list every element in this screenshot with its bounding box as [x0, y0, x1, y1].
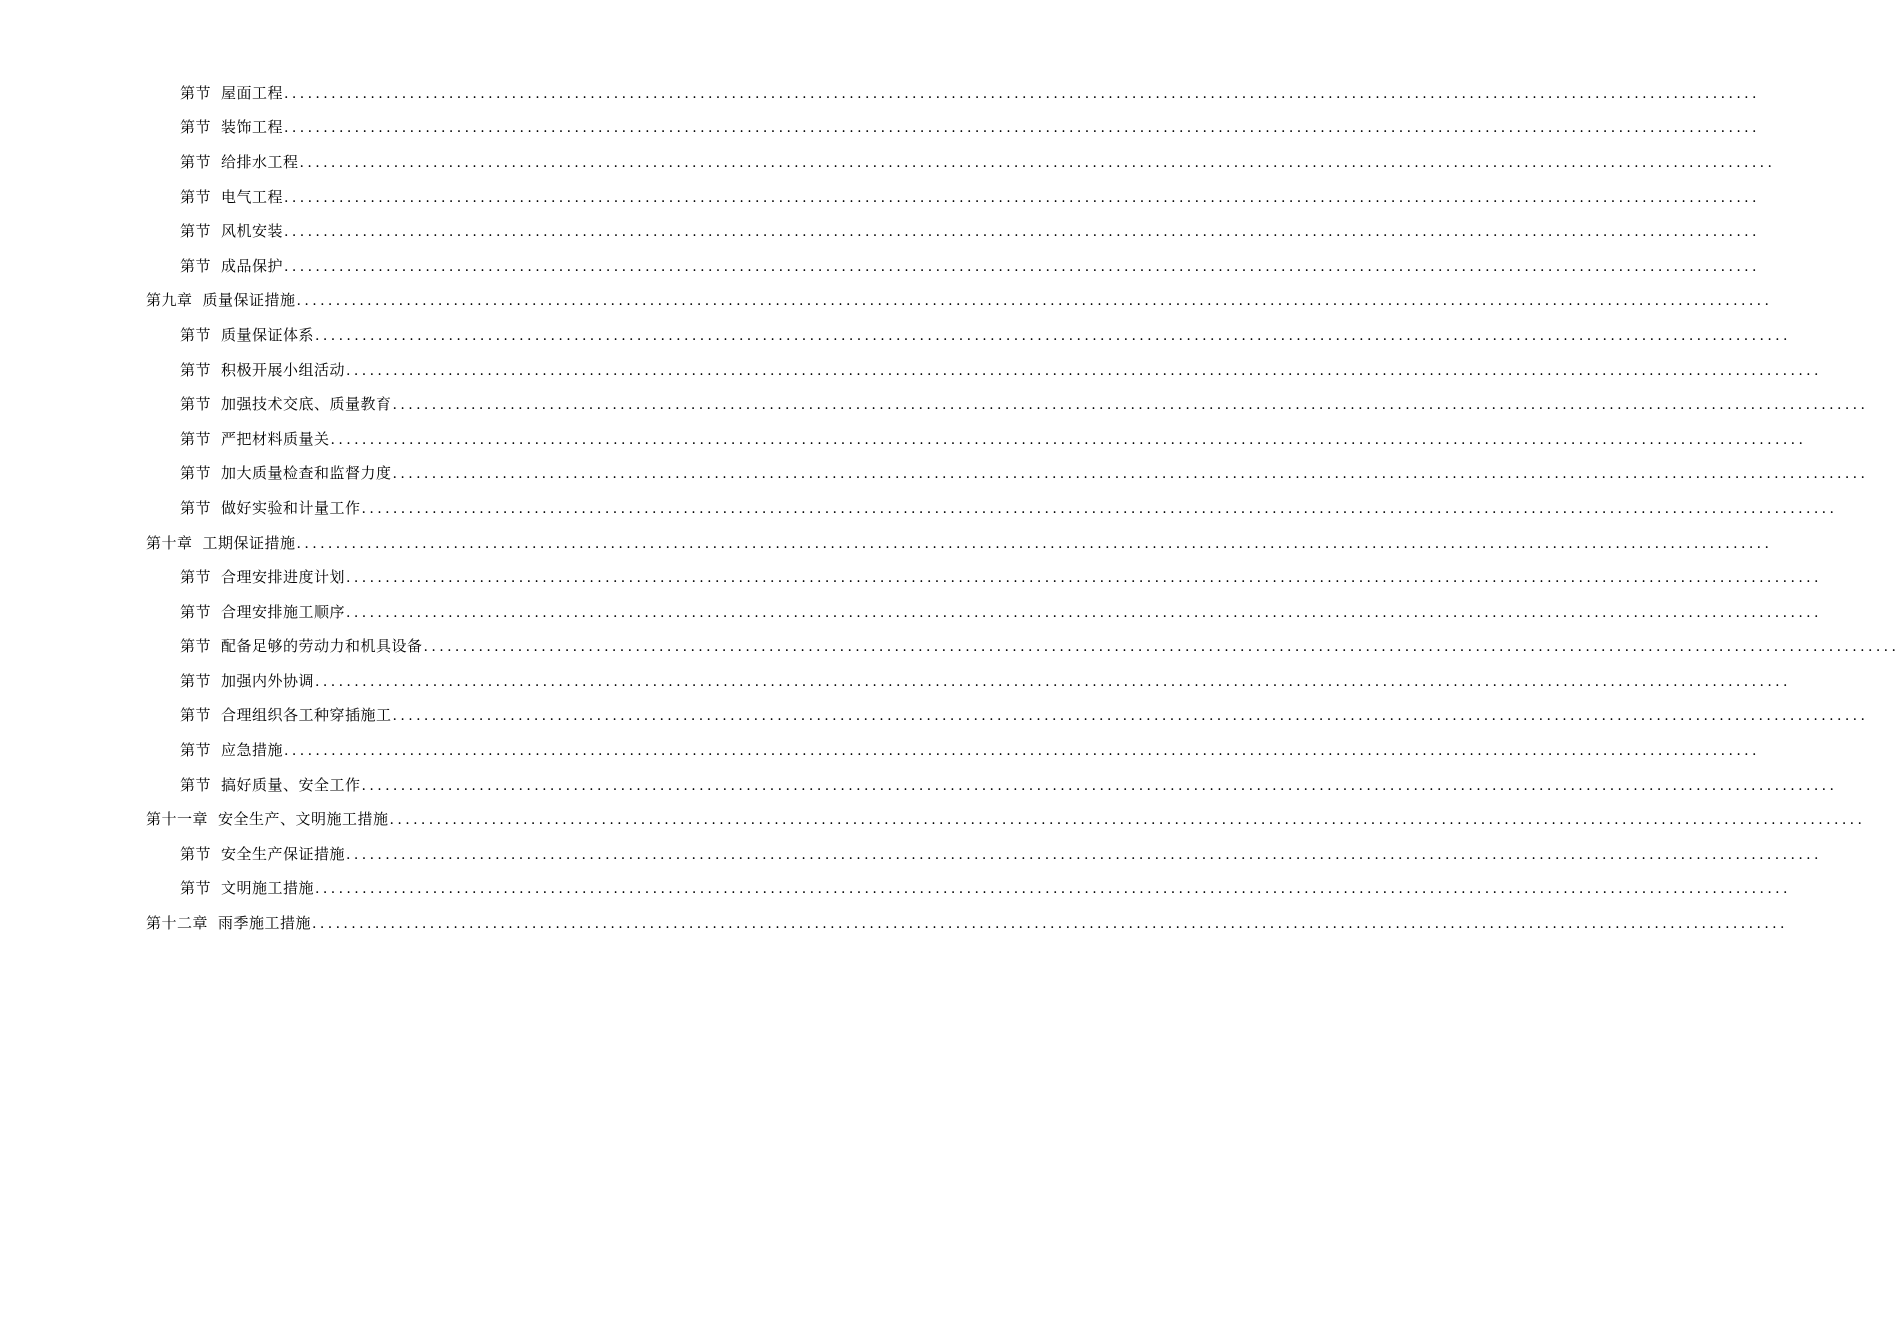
toc-section-entry[interactable] [0, 491, 1838, 526]
toc-dot-leader: ............................................................................................................................................................................................ [346, 604, 1822, 621]
toc-chapter-entry[interactable] [0, 526, 1773, 561]
toc-dot-leader: ............................................................................................................................................................................................ [315, 327, 1791, 344]
toc-entry-line [180, 463, 1869, 484]
toc-section-entry[interactable] [0, 145, 1776, 180]
toc-entry-number: 第节 [180, 395, 212, 414]
toc-entry-line [180, 187, 1760, 208]
toc-entry-number: 第节 [180, 464, 212, 483]
toc-entry-number: 第节 [180, 429, 212, 448]
toc-dot-leader: ............................................................................................................................................................................................ [284, 120, 1760, 137]
toc-entry-line [180, 256, 1760, 277]
toc-dot-leader: ............................................................................................................................................................................................ [284, 224, 1760, 241]
toc-entry-line [180, 705, 1869, 726]
toc-section-entry[interactable] [0, 733, 1760, 768]
toc-section-entry[interactable] [0, 353, 1822, 388]
toc-entry-title: 安全生产保证措施 [221, 844, 346, 863]
toc-entry-number: 第节 [180, 498, 212, 517]
toc-entry-number: 第节 [180, 879, 212, 898]
toc-entry-line [146, 533, 1773, 554]
toc-entry-number: 第节 [180, 671, 212, 690]
toc-chapter-entry[interactable] [0, 284, 1773, 319]
toc-section-entry[interactable] [0, 76, 1760, 111]
toc-dot-leader: ............................................................................................................................................................................................ [296, 535, 1773, 552]
toc-dot-leader: ............................................................................................................................................................................................ [284, 258, 1760, 275]
toc-chapter-entry[interactable] [0, 802, 1866, 837]
toc-entry-line [180, 878, 1791, 899]
toc-entry-line [146, 809, 1866, 830]
toc-dot-leader: ............................................................................................................................................................................................ [315, 673, 1791, 690]
toc-section-entry[interactable] [0, 457, 1869, 492]
toc-dot-leader: ............................................................................................................................................................................................ [392, 708, 1869, 725]
toc-dot-leader: ............................................................................................................................................................................................ [392, 397, 1869, 414]
toc-entry-line [180, 221, 1760, 242]
toc-entry-title: 应急措施 [221, 741, 284, 760]
toc-entry-title: 屋面工程 [221, 83, 284, 102]
toc-entry-line [180, 429, 1807, 450]
toc-entry-line [180, 844, 1822, 865]
toc-entry-line [180, 567, 1822, 588]
toc-dot-leader: ............................................................................................................................................................................................ [346, 362, 1822, 379]
toc-entry-title: 安全生产、文明施工措施 [218, 810, 389, 829]
toc-entry-number: 第九章 [146, 291, 193, 310]
toc-section-entry[interactable] [0, 664, 1791, 699]
toc-section-entry[interactable] [0, 111, 1760, 146]
toc-entry-number: 第节 [180, 152, 212, 171]
toc-entry-number: 第十一章 [146, 810, 209, 829]
toc-section-entry[interactable] [0, 699, 1869, 734]
toc-chapter-entry[interactable] [0, 906, 1788, 941]
toc-dot-leader: ............................................................................................................................................................................................ [346, 846, 1822, 863]
toc-dot-leader: ............................................................................................................................................................................................ [312, 916, 1788, 933]
toc-entry-number: 第节 [180, 637, 212, 656]
toc-entry-title: 雨季施工措施 [218, 914, 312, 933]
toc-entry-line [180, 152, 1776, 173]
toc-dot-leader: ............................................................................................................................................................................................ [284, 85, 1760, 102]
toc-entry-line [180, 602, 1822, 623]
toc-entry-title: 成品保护 [221, 256, 284, 275]
toc-entry-title: 严把材料质量关 [221, 429, 330, 448]
toc-entry-line [180, 775, 1838, 796]
toc-entry-title: 配备足够的劳动力和机具设备 [221, 637, 423, 656]
toc-entry-title: 加强内外协调 [221, 671, 315, 690]
toc-section-entry[interactable] [0, 768, 1838, 803]
toc-entry-title: 风机安装 [221, 222, 284, 241]
toc-entry-title: 合理安排施工顺序 [221, 602, 346, 621]
toc-dot-leader: ............................................................................................................................................................................................ [315, 881, 1791, 898]
toc-section-entry[interactable] [0, 872, 1791, 907]
toc-entry-number: 第十章 [146, 533, 193, 552]
toc-entry-number: 第节 [180, 706, 212, 725]
toc-entry-title: 积极开展小组活动 [221, 360, 346, 379]
toc-entry-title: 质量保证措施 [202, 291, 296, 310]
toc-dot-leader: ............................................................................................................................................................................................ [389, 812, 1866, 829]
toc-entry-number: 第节 [180, 187, 212, 206]
toc-entry-title: 合理组织各工种穿插施工 [221, 706, 392, 725]
toc-dot-leader: ............................................................................................................................................................................................ [296, 293, 1773, 310]
toc-entry-number: 第节 [180, 118, 212, 137]
toc-entry-number: 第节 [180, 222, 212, 241]
toc-entry-title: 合理安排进度计划 [221, 568, 346, 587]
toc-entry-line [180, 325, 1791, 346]
toc-entry-number: 第节 [180, 325, 212, 344]
toc-dot-leader: ............................................................................................................................................................................................ [299, 154, 1776, 171]
toc-dot-leader: ............................................................................................................................................................................................ [330, 431, 1807, 448]
toc-entry-number: 第节 [180, 256, 212, 275]
toc-section-entry[interactable] [0, 422, 1807, 457]
toc-entry-line [180, 671, 1791, 692]
toc-dot-leader: ............................................................................................................................................................................................ [284, 743, 1760, 760]
toc-entry-title: 做好实验和计量工作 [221, 498, 361, 517]
toc-entry-title: 加大质量检查和监督力度 [221, 464, 392, 483]
toc-section-entry[interactable] [0, 595, 1822, 630]
toc-entry-number: 第节 [180, 741, 212, 760]
toc-entry-line [180, 83, 1760, 104]
table-of-contents [0, 76, 1899, 941]
toc-dot-leader: ............................................................................................................................................................................................ [361, 500, 1838, 517]
toc-section-entry[interactable] [0, 214, 1760, 249]
toc-section-entry[interactable] [0, 318, 1791, 353]
toc-entry-number: 第节 [180, 83, 212, 102]
toc-entry-title: 装饰工程 [221, 118, 284, 137]
toc-entry-line [180, 117, 1760, 138]
toc-entry-number: 第节 [180, 844, 212, 863]
toc-entry-line [146, 913, 1788, 934]
toc-entry-title: 质量保证体系 [221, 325, 315, 344]
toc-dot-leader: ............................................................................................................................................................................................ [361, 777, 1838, 794]
toc-entry-title: 电气工程 [221, 187, 284, 206]
toc-section-entry[interactable] [0, 837, 1822, 872]
toc-entry-line [180, 360, 1822, 381]
toc-entry-line [180, 740, 1760, 761]
toc-dot-leader: ............................................................................................................................................................................................ [423, 639, 1899, 656]
toc-entry-line [180, 394, 1869, 415]
toc-entry-title: 给排水工程 [221, 152, 299, 171]
toc-entry-number: 第节 [180, 775, 212, 794]
toc-section-entry[interactable] [0, 387, 1869, 422]
toc-section-entry[interactable] [0, 630, 1899, 665]
toc-entry-number: 第节 [180, 568, 212, 587]
toc-dot-leader: ............................................................................................................................................................................................ [346, 570, 1822, 587]
toc-entry-title: 搞好质量、安全工作 [221, 775, 361, 794]
toc-entry-number: 第十二章 [146, 914, 209, 933]
toc-entry-line [146, 290, 1773, 311]
toc-section-entry[interactable] [0, 180, 1760, 215]
toc-dot-leader: ............................................................................................................................................................................................ [284, 189, 1760, 206]
toc-entry-line [180, 636, 1899, 657]
toc-section-entry[interactable] [0, 560, 1822, 595]
toc-entry-number: 第节 [180, 360, 212, 379]
toc-dot-leader: ............................................................................................................................................................................................ [392, 466, 1869, 483]
toc-entry-line [180, 498, 1838, 519]
toc-entry-title: 工期保证措施 [202, 533, 296, 552]
toc-entry-number: 第节 [180, 602, 212, 621]
toc-entry-title: 加强技术交底、质量教育 [221, 395, 392, 414]
toc-section-entry[interactable] [0, 249, 1760, 284]
toc-entry-title: 文明施工措施 [221, 879, 315, 898]
